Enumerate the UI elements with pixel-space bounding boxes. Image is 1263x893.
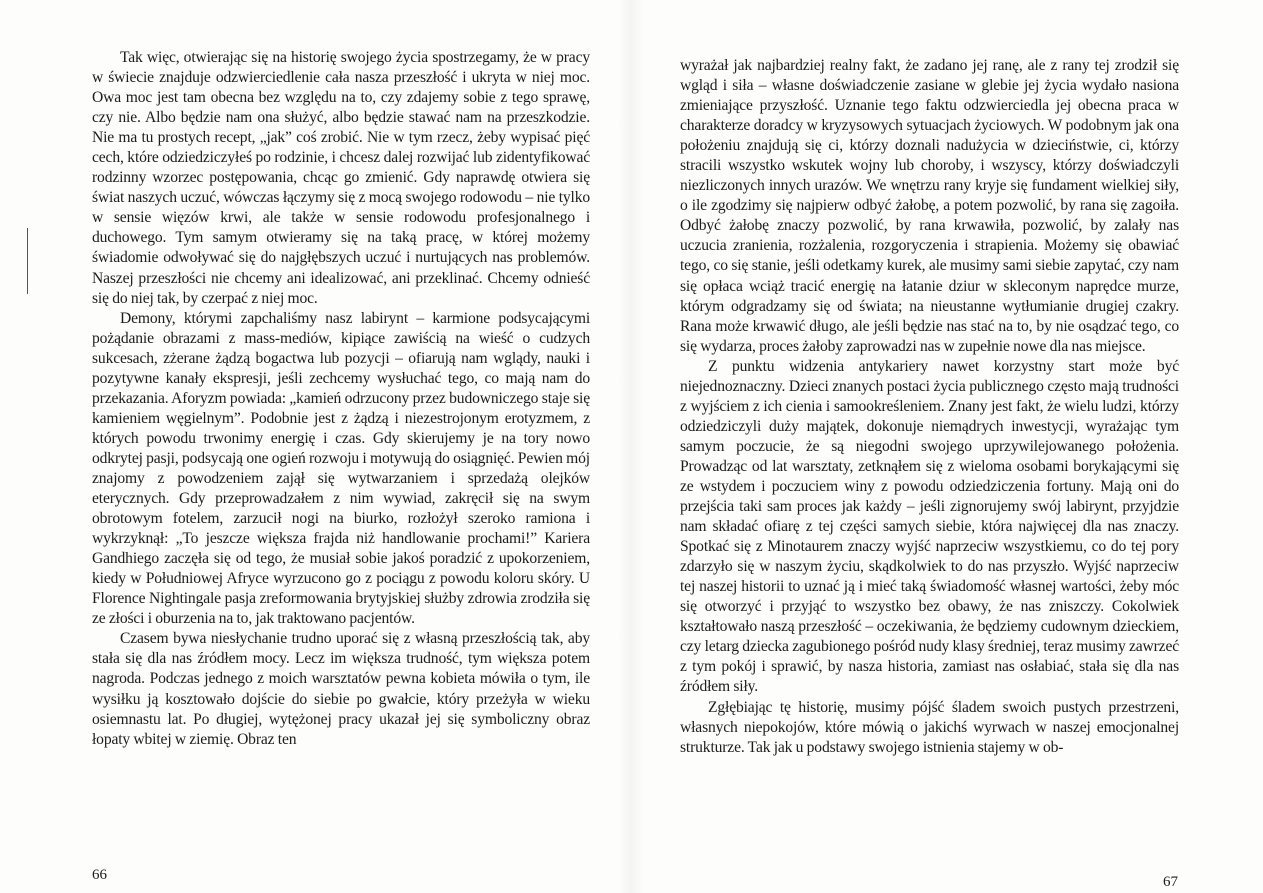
page-number: 66	[92, 867, 107, 883]
paragraph: Z punktu widzenia antykariery nawet korzystny start może być niejednoznaczny. Dzieci znanych postaci życia publicznego często mają trudności z wyjściem z ich cienia i samookreśleniem. Znany jest fakt, że wielu ludzi, którzy odziedziczyli duży majątek, dokonuje niemądrych inwestycji, wyrażając tym samym poczucie, że są niegodni swojego uprzywilejowanego położenia. Prowadząc od lat warsztaty, zetknąłem się z wieloma osobami borykającymi się ze wstydem i poczuciem winy z powodu odziedziczenia fortuny. Mają oni do przejścia taki sam proces jak każdy – jeśli zignorujemy swój labirynt, przyjdzie nam składać ofiarę z tej części samych siebie, która najwięcej dla nas znaczy. Spotkać się z Minotaurem znaczy wyjść naprzeciw wszystkiemu, co do tej pory zdarzyło się w naszym życiu, skądkolwiek to do nas przyszło. Wyjść naprzeciw tej naszej historii to uznać ją i mieć taką świadomość własnej wartości, żeby móc się otworzyć i przyjąć to wszystko bez obawy, że nas zniszczy. Cokolwiek kształtowało naszą przeszłość – oczekiwania, że będziemy cudownym dzieckiem, czy letarg dziecka zagubionego pośród nudy klasy średniej, teraz musimy zawrzeć z tym pokój i sprawić, by nasza historia, zamiast nas osłabiać, stała się dla nas źródłem siły.	[680, 357, 1179, 696]
right-page	[631, 0, 1263, 893]
page-number: 67	[1163, 874, 1178, 890]
paragraph: Tak więc, otwierając się na historię swojego życia spostrzegamy, że w pracy w świecie znajduje odzwierciedlenie cała nasza przeszłość i ukryta w niej moc. Owa moc jest tam obecna bez względu na to, czy zdajemy sobie z tego sprawę, czy nie. Albo będzie nam ona służyć, albo będzie stawać nam na przeszkodzie. Nie ma tu prostych recept, „jak” coś zrobić. Nie w tym rzecz, żeby wypisać pięć cech, które odziedziczyłeś po rodzinie, i chcesz dalej rozwijać lub zidentyfikować rodzinny wzorzec postępowania, chcąc go zmienić. Gdy naprawdę otwiera się świat naszych uczuć, wówczas łączymy się z mocą swojego rodowodu – nie tylko w sensie więzów krwi, ale także w sensie rodowodu profesjonalnego i duchowego. Tym samym otwieramy się na taką pracę, w której możemy świadomie odwoływać się do najgłębszych uczuć i nurtujących nas problemów. Naszej przeszłości nie chcemy ani idealizować, ani przeklinać. Chcemy odnieść się do niej tak, by czerpać z niej moc.	[92, 49, 590, 307]
right-page-text	[680, 56, 1179, 758]
paragraph: Demony, którymi zapchaliśmy nasz labirynt – karmione podsycającymi pożądanie obrazami z mass-mediów, kipiące zawiścią na wieść o cudzych sukcesach, zżerane żądzą bogactwa lub pozycji – ofiarują nam wglądy, nauki i pozytywne kanały ekspresji, jeśli zechcemy wysłuchać tego, co mają nam do przekazania. Aforyzm powiada: „kamień odrzucony przez budowniczego staje się kamieniem węgielnym”. Podobnie jest z żądzą i niezestrojonym erotyzmem, z których powodu trwonimy energię i czas. Gdy skierujemy je na tory nowo odkrytej pasji, podsycają one ogień rozwoju i motywują do osiągnięć. Pewien mój znajomy z powodzeniem zajął się wytwarzaniem i sprzedażą olejków eterycznych. Gdy przeprowadzałem z nim wywiad, zakręcił się na swym obrotowym fotelem, zarzucił nogi na biurko, rozłożył szeroko ramiona i wykrzyknął: „To jeszcze większa frajda niż handlowanie prochami!” Kariera Gandhiego zaczęła się od tego, że musiał sobie jakoś poradzić z upokorzeniem, kiedy w Południowej Afryce wyrzucono go z pociągu z powodu koloru skóry. U Florence Nightingale pasja zreformowania brytyjskiej służby zdrowia zrodziła się ze złości i oburzenia na to, jak traktowano pacjentów.	[92, 309, 590, 628]
paragraph: Czasem bywa niesłychanie trudno uporać się z własną przeszłością tak, aby stała się dla nas źródłem mocy. Lecz im większa trudność, tym większa potem nagroda. Podczas jednego z moich warsztatów pewna kobieta mówiła o tym, ile wysiłku ją kosztowało dojście do siebie po gwałcie, który przeżyła w wieku osiemnastu lat. Po długiej, wytężonej pracy ukazał jej się symboliczny obraz łopaty wbitej w ziemię. Obraz ten	[92, 630, 590, 748]
left-page-text	[92, 48, 590, 750]
paragraph: Zgłębiając tę historię, musimy pójść śladem swoich pustych przestrzeni, własnych niepokojów, które mówią o jakichś wyrwach w naszej emocjonalnej strukturze. Tak jak u podstawy swojego istnienia stajemy w ob-	[680, 698, 1179, 756]
margin-mark	[27, 228, 28, 294]
paragraph: wyrażał jak najbardziej realny fakt, że zadano jej ranę, ale z rany tej zrodził się wgląd i siła – własne doświadczenie zasiane w glebie jej życia wydało nasiona zmieniające przyszłość. Uznanie tego faktu odzwierciedla jej obecna praca w charakterze doradcy w kryzysowych sytuacjach życiowych. W podobnym jak ona położeniu znajdują się ci, którzy doznali nadużycia w dzieciństwie, ci, którzy stracili wszystko wskutek wojny lub choroby, i wszyscy, którzy doświadczyli niezliczonych innych urazów. We wnętrzu rany kryje się fundament wielkiej siły, o ile zgodzimy się najpierw odbyć żałobę, a potem pozwolić, by rana się zagoiła. Odbyć żałobę znaczy pozwolić, by rana krwawiła, pozwolić, by zalały nas uczucia zranienia, rozżalenia, rozgoryczenia i strapienia. Możemy się obawiać tego, co się stanie, jeśli odetkamy kurek, ale musimy sami siebie zapytać, czy nam się opłaca wciąż tracić energię na łatanie dziur w skleconym naprędce murze, którym odgradzamy się od świata; na nieustanne wytłumianie drugiej czakry. Rana może krwawić długo, ale jeśli będzie nas stać na to, by nie osądzać tego, co się wydarza, proces żałoby zaprowadzi nas w zupełnie nowe dla nas miejsce.	[680, 57, 1179, 355]
left-page	[0, 0, 631, 893]
